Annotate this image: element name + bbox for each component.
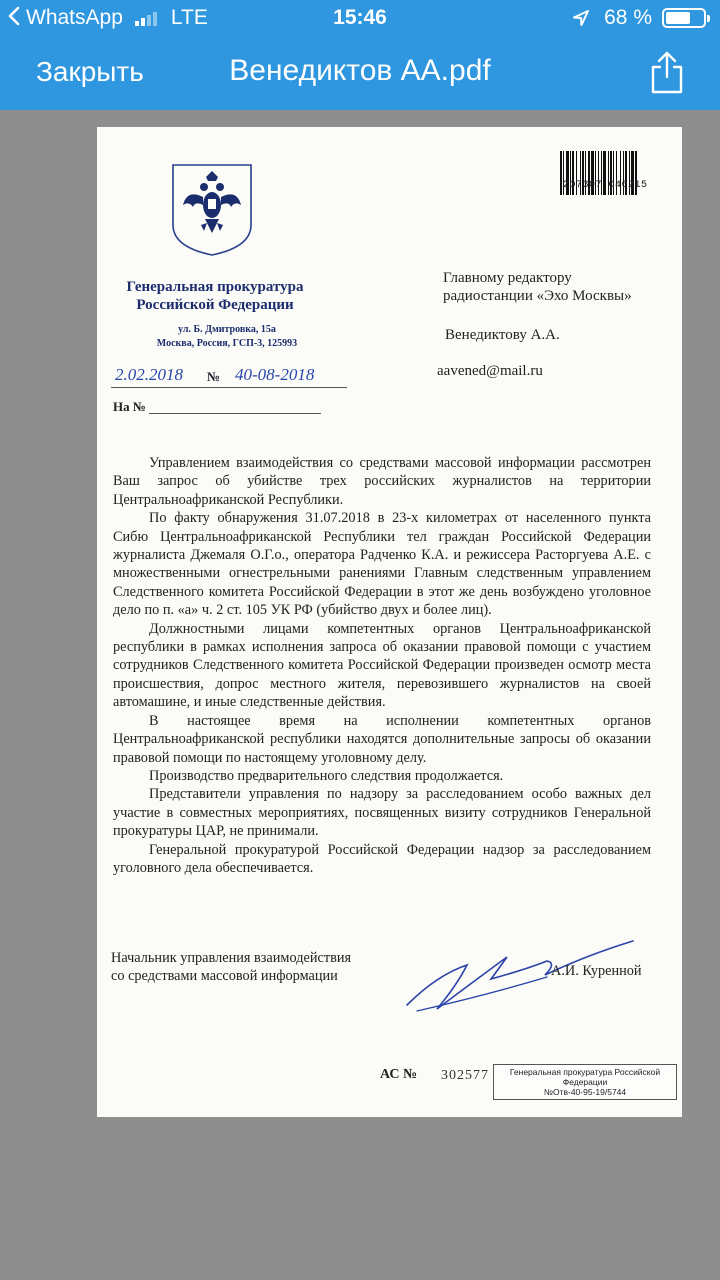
letter-body [113,454,651,877]
addressee-block [443,269,632,305]
share-icon[interactable] [650,50,684,94]
addressee-line2: радиостанции «Эхо Москвы» [443,288,632,304]
coat-of-arms-icon [171,163,253,257]
navigation-bar [0,38,720,110]
location-arrow-icon [572,9,590,27]
back-app-label: WhatsApp [26,6,123,29]
barcode-number: 207307 046215 [563,180,648,191]
network-type: LTE [170,6,208,29]
signer-title [111,949,351,986]
ac-label: АС № [380,1067,418,1082]
reference-underline [149,413,321,414]
paragraph: Генеральной прокуратурой Российской Федерации надзор за расследованием уголовного дела обеспечивается. [113,841,651,876]
document-title: Венедиктов АА.pdf [229,54,491,87]
clock: 15:46 [333,6,387,29]
agency-name-line1: Генеральная прокуратура [126,279,304,295]
paragraph: По факту обнаружения 31.07.2018 в 23-х километрах от населенного пункта Сибю Центральноафриканской Республики тел граждан Российской Федерации журналиста Джемаля О.Г.о., оператора Радченко К.А. и режиссера Расторгуева А.Е. с множественными огнестрельными ранениями Главным следственным управлением Следственного комитета Российской Федерации в этот же день возбуждено уголовное дело по п. «а» ч. 2 ст. 105 УК РФ (убийство двух и более лиц). [113,510,651,619]
barcode-bar [560,151,562,195]
paragraph: Представители управления по надзору за расследованием особо важных дел участие в совместных мероприятиях, посвященных визиту сотрудников Генеральной прокуратуры ЦАР, не принимали. [113,786,651,840]
top-bar [0,0,720,110]
agency-name-line2: Российской Федерации [136,297,294,313]
handwritten-date: 2.02.2018 [115,365,183,384]
addressee-line1: Главному редактору [443,270,572,286]
reference-label: На № [113,399,146,414]
outgoing-date-line [111,367,347,388]
signer-name: А.И. Куренной [551,963,642,979]
status-bar [0,0,720,38]
addressee-name: Венедиктову А.А. [445,327,560,343]
stamp-line1: Генеральная прокуратура Российской [509,1067,661,1077]
paragraph: Должностными лицами компетентных органов Центральноафриканской республики в рамках исполнения запроса об оказании правовой помощи с участием сотрудников Следственного комитета Российской Федерации произведен осмотр места происшествия, допрос местного жителя, перевозившего журналистов на своей автомашине, и иные следственные действия. [113,620,651,711]
agency-name [105,278,325,314]
paragraph: Производство предварительного следствия продолжается. [149,767,504,784]
handwritten-number: 40-08-2018 [235,365,315,384]
battery-level-fill [666,12,690,24]
battery-icon [662,8,706,28]
agency-address [137,323,317,351]
addressee-email: aavened@mail.ru [437,363,543,379]
stamp-line2: Федерации [562,1077,608,1087]
ac-number: 302577 [441,1068,489,1083]
signer-title-line1: Начальник управления взаимодействия [111,950,352,966]
number-sign: № [207,369,221,384]
paragraph: В настоящее время на исполнении компетентных органов Центральноафриканской республики находятся дополнительные запросы об оказании правовой помощи по настоящему уголовному делу. [113,712,651,766]
battery-percent: 68 % [604,6,652,29]
registration-stamp [493,1064,677,1100]
stamp-line3: №Отв-40-95-19/5744 [543,1087,627,1097]
agency-address-line1: ул. Б. Дмитровка, 15а [178,324,276,335]
close-button[interactable]: Закрыть [36,56,144,87]
signer-title-line2: со средствами массовой информации [111,968,338,985]
agency-address-line2: Москва, Россия, ГСП-3, 125993 [156,338,298,349]
paragraph: Управлением взаимодействия со средствами массовой информации рассмотрен Ваш запрос об убийстве трех российских журналистов на территории Центральноафриканской Республики. [113,455,651,508]
pdf-page[interactable] [97,127,682,1117]
